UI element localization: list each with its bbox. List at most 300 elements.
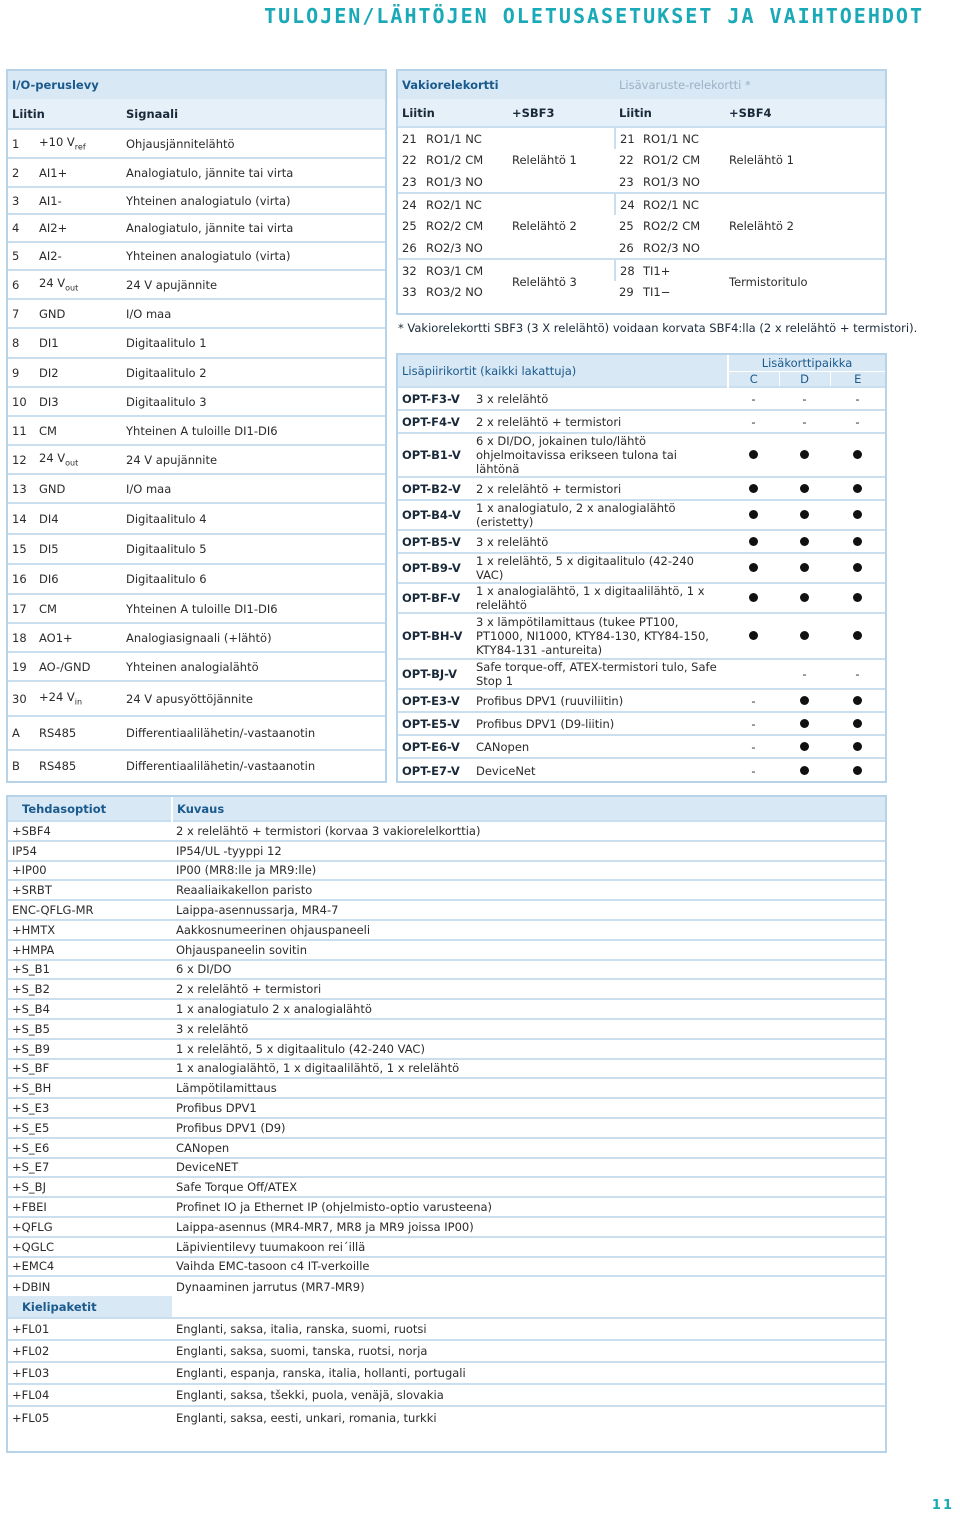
- slot-value: -: [751, 391, 756, 406]
- slot-value: -: [802, 414, 807, 429]
- slot-value: -: [855, 391, 860, 406]
- relay-col-sbf4: +SBF4: [725, 99, 885, 127]
- page-number: 11: [931, 1498, 954, 1513]
- io-name: [35, 681, 122, 716]
- factory-option-code: +S_B5: [8, 1019, 172, 1039]
- compatible-dot-icon: [749, 484, 758, 493]
- option-card-row: [398, 530, 885, 553]
- slot-e-cell: [830, 553, 885, 583]
- factory-option-code: +SRBT: [8, 880, 172, 900]
- slot-d-cell: [779, 712, 830, 735]
- relay-left-num: 26: [402, 240, 417, 255]
- option-card-code: OPT-B2-V: [398, 477, 472, 500]
- slot-value: -: [751, 414, 756, 429]
- io-signal: I/O maa: [122, 299, 385, 328]
- io-row: [8, 503, 385, 534]
- io-num: 12: [8, 445, 35, 474]
- option-card-desc: 1 x analogiatulo, 2 x analogialähtö (eristetty): [472, 500, 728, 530]
- language-pack-desc: Englanti, espanja, ranska, italia, hollanti, portugali: [172, 1362, 885, 1384]
- io-row: [8, 750, 385, 780]
- option-card-row: [398, 583, 885, 613]
- io-num: 7: [8, 299, 35, 328]
- io-name: [35, 503, 122, 534]
- language-pack-row: [8, 1318, 885, 1340]
- option-card-row: [398, 433, 885, 477]
- io-name: [35, 158, 122, 187]
- factory-option-code: +DBIN: [8, 1276, 172, 1296]
- relay-right-num: 28: [615, 259, 639, 281]
- relay-board-table: [396, 69, 887, 315]
- slot-e-cell: [830, 659, 885, 689]
- relay-left-num: 22: [402, 153, 417, 167]
- compatible-dot-icon: [800, 563, 809, 572]
- option-card-row: [398, 500, 885, 530]
- factory-option-row: [8, 900, 885, 920]
- factory-option-row: [8, 1177, 885, 1197]
- io-row: [8, 358, 385, 387]
- relay-left-num: 32: [398, 259, 422, 281]
- slot-c: C: [728, 371, 779, 387]
- factory-option-code: +QFLG: [8, 1217, 172, 1237]
- io-signal: Yhteinen analogiatulo (virta): [122, 187, 385, 214]
- compatible-dot-icon: [853, 696, 862, 705]
- slot-value: -: [751, 716, 756, 731]
- factory-option-code: IP54: [8, 841, 172, 861]
- relay-left-name: RO2/2 CM: [426, 219, 484, 233]
- language-pack-code: +FL05: [8, 1406, 172, 1428]
- compatible-dot-icon: [800, 593, 809, 602]
- factory-option-row: [8, 1118, 885, 1138]
- slot-value: -: [802, 391, 807, 406]
- slot-c-cell: [728, 500, 779, 530]
- io-name-main: 24 V: [39, 451, 66, 466]
- factory-option-desc: Dynaaminen jarrutus (MR7-MR9): [172, 1276, 885, 1296]
- compatible-dot-icon: [800, 484, 809, 493]
- io-row: [8, 387, 385, 416]
- io-row: [8, 129, 385, 158]
- factory-option-code: +S_BH: [8, 1078, 172, 1098]
- factory-options-table: [6, 795, 887, 1453]
- relay-sbf4-label: Relelähtö 1: [725, 127, 885, 193]
- io-signal: Digitaalitulo 2: [122, 358, 385, 387]
- io-num: 30: [8, 681, 35, 716]
- language-pack-code: +FL04: [8, 1384, 172, 1406]
- io-name-main: DI1: [39, 336, 59, 350]
- relay-col-connector-2: Liitin: [615, 99, 725, 127]
- option-card-code: OPT-B1-V: [398, 433, 472, 477]
- io-name-main: RS485: [39, 758, 77, 773]
- language-pack-desc: Englanti, saksa, italia, ranska, suomi, ruotsi: [172, 1318, 885, 1340]
- relay-sbf3-label: Relelähtö 2: [508, 193, 615, 259]
- factory-option-code: +S_E7: [8, 1158, 172, 1178]
- factory-option-desc: CANopen: [172, 1138, 885, 1158]
- relay-left-name: RO3/1 CM: [422, 259, 508, 281]
- slot-d-cell: [779, 659, 830, 689]
- factory-option-code: +S_E6: [8, 1138, 172, 1158]
- io-name: [35, 623, 122, 652]
- option-card-code: OPT-E5-V: [398, 712, 472, 735]
- slot-value: -: [855, 667, 860, 681]
- factory-option-row: [8, 1158, 885, 1178]
- io-row: [8, 652, 385, 681]
- io-num: 4: [8, 214, 35, 242]
- option-card-desc: DeviceNet: [472, 758, 728, 782]
- factory-option-desc: Profinet IO ja Ethernet IP (ohjelmisto-optio varusteena): [172, 1197, 885, 1217]
- factory-option-code: ENC-QFLG-MR: [8, 900, 172, 920]
- relay-left-name: RO1/3 NO: [426, 174, 483, 189]
- io-board-table: [6, 69, 387, 783]
- slot-e-cell: [830, 689, 885, 712]
- io-signal: Digitaalitulo 3: [122, 387, 385, 416]
- factory-option-code: +S_B4: [8, 999, 172, 1019]
- language-pack-code: +FL02: [8, 1340, 172, 1362]
- slot-d-cell: [779, 433, 830, 477]
- page-title: TULOJEN/LÄHTÖJEN OLETUSASETUKSET JA VAIHTOEHDOT: [264, 4, 924, 28]
- factory-option-code: +S_E5: [8, 1118, 172, 1138]
- slot-e-cell: [830, 613, 885, 659]
- io-num: 1: [8, 129, 35, 158]
- compatible-dot-icon: [800, 537, 809, 546]
- io-signal: Ohjausjännitelähtö: [122, 129, 385, 158]
- factory-option-desc: DeviceNET: [172, 1158, 885, 1178]
- factory-option-row: [8, 1276, 885, 1296]
- relay-left-num: 33: [402, 285, 417, 299]
- option-cards-title: Lisäpiirikortit (kaikki lakattuja): [398, 355, 728, 387]
- io-num: A: [8, 716, 35, 750]
- relay-right-name: TI1−: [643, 285, 671, 299]
- option-card-row: [398, 712, 885, 735]
- language-pack-code: +FL03: [8, 1362, 172, 1384]
- compatible-dot-icon: [853, 563, 862, 572]
- io-row: [8, 564, 385, 594]
- slot-e-cell: [830, 410, 885, 433]
- slot-c-cell: [728, 477, 779, 500]
- io-name-main: AI2-: [39, 249, 62, 263]
- option-card-code: OPT-E7-V: [398, 758, 472, 782]
- compatible-dot-icon: [800, 719, 809, 728]
- relay-left-name: RO2/3 NO: [426, 240, 483, 255]
- compatible-dot-icon: [749, 510, 758, 519]
- factory-option-code: +HMTX: [8, 920, 172, 940]
- io-signal: Digitaalitulo 4: [122, 503, 385, 534]
- factory-option-code: +IP00: [8, 861, 172, 881]
- io-row: [8, 716, 385, 750]
- option-card-desc: Safe torque-off, ATEX-termistori tulo, Safe Stop 1: [472, 659, 728, 689]
- slot-d-cell: [779, 689, 830, 712]
- option-card-code: OPT-BJ-V: [398, 659, 472, 689]
- io-signal: Differentiaalilähetin/-vastaanotin: [122, 750, 385, 780]
- io-signal: I/O maa: [122, 474, 385, 503]
- compatible-dot-icon: [800, 696, 809, 705]
- io-col-connector: Liitin: [8, 99, 122, 129]
- factory-option-code: +S_E3: [8, 1098, 172, 1118]
- option-card-code: OPT-E6-V: [398, 735, 472, 758]
- factory-option-desc: IP54/UL -tyyppi 12: [172, 841, 885, 861]
- io-name-main: AO1+: [39, 630, 73, 645]
- slot-d-cell: [779, 553, 830, 583]
- io-name-main: DI4: [39, 511, 59, 526]
- factory-option-desc: Profibus DPV1 (D9): [172, 1118, 885, 1138]
- io-signal: Analogiasignaali (+lähtö): [122, 623, 385, 652]
- slot-e-cell: [830, 433, 885, 477]
- io-name: [35, 750, 122, 780]
- io-signal: Yhteinen A tuloille DI1-DI6: [122, 416, 385, 445]
- factory-option-row: [8, 999, 885, 1019]
- option-card-code: OPT-F3-V: [398, 387, 472, 410]
- relay-right-num: 24: [615, 193, 639, 215]
- option-card-desc: 3 x lämpötilamittaus (tukee PT100, PT1000, NI1000, KTY84-130, KTY84-150, KTY84-131 -antureita): [472, 613, 728, 659]
- slot-d-cell: [779, 613, 830, 659]
- factory-option-desc: IP00 (MR8:lle ja MR9:lle): [172, 861, 885, 881]
- factory-option-row: [8, 841, 885, 861]
- io-name: [35, 652, 122, 681]
- slot-e-cell: [830, 477, 885, 500]
- option-card-code: OPT-B4-V: [398, 500, 472, 530]
- factory-option-row: [8, 1138, 885, 1158]
- relay-left-num: 25: [402, 219, 417, 233]
- io-name: [35, 242, 122, 270]
- io-signal: 24 V apujännite: [122, 270, 385, 299]
- slot-c-cell: [728, 433, 779, 477]
- io-row: [8, 214, 385, 242]
- io-row: [8, 681, 385, 716]
- option-card-desc: 3 x relelähtö: [472, 387, 728, 410]
- io-name-sub: in: [74, 697, 83, 707]
- io-name: [35, 534, 122, 564]
- relay-sbf4-label: Termistoritulo: [725, 259, 885, 303]
- io-signal: Digitaalitulo 6: [122, 564, 385, 594]
- io-row: [8, 299, 385, 328]
- io-row: [8, 445, 385, 474]
- factory-option-desc: Aakkosnumeerinen ohjauspaneeli: [172, 920, 885, 940]
- io-name-main: GND: [39, 481, 66, 496]
- slot-e-cell: [830, 712, 885, 735]
- slot-e-cell: [830, 583, 885, 613]
- slot-c-cell: [728, 689, 779, 712]
- option-card-row: [398, 613, 885, 659]
- language-pack-row: [8, 1362, 885, 1384]
- io-name: [35, 416, 122, 445]
- compatible-dot-icon: [853, 593, 862, 602]
- io-num: 17: [8, 594, 35, 623]
- io-num: 10: [8, 387, 35, 416]
- relay-row: [398, 127, 885, 149]
- language-pack-row: [8, 1406, 885, 1428]
- relay-left-name: RO2/1 NC: [422, 193, 508, 215]
- factory-option-code: +SBF4: [8, 821, 172, 841]
- io-signal: Digitaalitulo 1: [122, 328, 385, 358]
- slot-e-cell: [830, 387, 885, 410]
- compatible-dot-icon: [749, 593, 758, 602]
- factory-option-row: [8, 1078, 885, 1098]
- factory-option-desc: Reaaliaikakellon paristo: [172, 880, 885, 900]
- compatible-dot-icon: [749, 450, 758, 459]
- slot-d-cell: [779, 530, 830, 553]
- option-card-desc: 2 x relelähtö + termistori: [472, 477, 728, 500]
- slot-c-cell: [728, 553, 779, 583]
- relay-right-num: 21: [615, 127, 639, 149]
- io-name-main: AI1-: [39, 193, 62, 208]
- option-card-desc: 1 x analogialähtö, 1 x digitaalilähtö, 1 x relelähtö: [472, 583, 728, 613]
- io-num: 14: [8, 503, 35, 534]
- compatible-dot-icon: [800, 450, 809, 459]
- io-name-main: +10 V: [39, 135, 75, 150]
- relay-right-num: 29: [619, 285, 634, 299]
- io-name: [35, 270, 122, 299]
- io-name: [35, 387, 122, 416]
- compatible-dot-icon: [749, 537, 758, 546]
- compatible-dot-icon: [749, 631, 758, 640]
- io-row: [8, 270, 385, 299]
- relay-col-connector-1: Liitin: [398, 99, 508, 127]
- relay-right-name: RO2/1 NC: [639, 193, 725, 215]
- language-pack-desc: Englanti, saksa, suomi, tanska, ruotsi, norja: [172, 1340, 885, 1362]
- io-num: 15: [8, 534, 35, 564]
- relay-left-name: RO1/2 CM: [426, 153, 484, 167]
- factory-option-code: +S_BF: [8, 1059, 172, 1079]
- option-card-row: [398, 758, 885, 782]
- io-col-signal: Signaali: [122, 99, 385, 129]
- option-card-desc: Profibus DPV1 (ruuviliitin): [472, 689, 728, 712]
- option-card-row: [398, 410, 885, 433]
- compatible-dot-icon: [800, 766, 809, 775]
- relay-right-num: 23: [619, 174, 634, 189]
- io-row: [8, 416, 385, 445]
- factory-option-desc: Vaihda EMC-tasoon c4 IT-verkoille: [172, 1257, 885, 1277]
- relay-col-sbf3: +SBF3: [508, 99, 615, 127]
- factory-option-code: +QGLC: [8, 1237, 172, 1257]
- io-signal: Analogiatulo, jännite tai virta: [122, 214, 385, 242]
- compatible-dot-icon: [853, 719, 862, 728]
- factory-option-code: +FBEI: [8, 1197, 172, 1217]
- io-name-main: DI3: [39, 394, 59, 409]
- io-name: [35, 716, 122, 750]
- option-card-row: [398, 735, 885, 758]
- language-pack-desc: Englanti, saksa, eesti, unkari, romania, turkki: [172, 1406, 885, 1428]
- factory-option-desc: Lämpötilamittaus: [172, 1078, 885, 1098]
- io-name: [35, 328, 122, 358]
- relay-right-num: 25: [619, 219, 634, 233]
- io-row: [8, 242, 385, 270]
- factory-col-option: Tehdasoptiot: [8, 797, 172, 821]
- factory-option-row: [8, 1237, 885, 1257]
- io-row: [8, 534, 385, 564]
- slot-c-cell: [728, 613, 779, 659]
- io-num: 19: [8, 652, 35, 681]
- factory-option-code: +S_B1: [8, 960, 172, 980]
- relay-right-num: 22: [619, 153, 634, 167]
- slot-value: -: [855, 414, 860, 429]
- io-num: 13: [8, 474, 35, 503]
- io-name: [35, 358, 122, 387]
- factory-option-desc: Laippa-asennussarja, MR4-7: [172, 900, 885, 920]
- io-name: [35, 299, 122, 328]
- slot-e-cell: [830, 735, 885, 758]
- factory-option-row: [8, 1039, 885, 1059]
- option-card-desc: Profibus DPV1 (D9-liitin): [472, 712, 728, 735]
- compatible-dot-icon: [800, 631, 809, 640]
- option-card-desc: 3 x relelähtö: [472, 530, 728, 553]
- option-card-code: OPT-B9-V: [398, 553, 472, 583]
- io-name-main: DI2: [39, 365, 59, 380]
- io-row: [8, 594, 385, 623]
- factory-option-desc: Profibus DPV1: [172, 1098, 885, 1118]
- relay-title-optional: Lisävaruste-relekortti *: [615, 71, 885, 99]
- io-name-main: DI5: [39, 542, 59, 556]
- factory-option-code: +HMPA: [8, 940, 172, 960]
- slot-d: D: [779, 371, 830, 387]
- io-signal: 24 V apujännite: [122, 445, 385, 474]
- io-row: [8, 474, 385, 503]
- slot-d-cell: [779, 735, 830, 758]
- relay-row: [398, 193, 885, 215]
- factory-option-row: [8, 1019, 885, 1039]
- relay-left-num: 24: [398, 193, 422, 215]
- language-pack-row: [8, 1384, 885, 1406]
- slot-c-cell: [728, 410, 779, 433]
- io-name-main: RS485: [39, 726, 77, 740]
- io-num: B: [8, 750, 35, 780]
- io-name-main: GND: [39, 306, 66, 321]
- io-num: 18: [8, 623, 35, 652]
- compatible-dot-icon: [800, 510, 809, 519]
- io-name-main: CM: [39, 601, 57, 616]
- factory-col-desc: Kuvaus: [172, 797, 885, 821]
- io-num: 3: [8, 187, 35, 214]
- relay-right-name: RO2/3 NO: [643, 240, 700, 255]
- option-card-row: [398, 689, 885, 712]
- factory-option-row: [8, 920, 885, 940]
- relay-row: [398, 259, 885, 281]
- factory-option-row: [8, 940, 885, 960]
- factory-option-code: +S_BJ: [8, 1177, 172, 1197]
- option-card-code: OPT-E3-V: [398, 689, 472, 712]
- slot-c-cell: [728, 583, 779, 613]
- slot-d-cell: [779, 387, 830, 410]
- factory-option-desc: 1 x analogialähtö, 1 x digitaalilähtö, 1 x relelähtö: [172, 1059, 885, 1079]
- language-pack-row: [8, 1340, 885, 1362]
- slot-d-cell: [779, 477, 830, 500]
- io-name-main: 24 V: [39, 276, 66, 291]
- factory-option-row: [8, 960, 885, 980]
- io-name-main: DI6: [39, 572, 59, 586]
- factory-option-row: [8, 1257, 885, 1277]
- relay-sbf3-label: Relelähtö 1: [508, 127, 615, 193]
- slot-value: -: [802, 667, 807, 681]
- slot-c-cell: [728, 387, 779, 410]
- slot-c-cell: [728, 758, 779, 782]
- slot-c-cell: [728, 659, 779, 689]
- factory-option-row: [8, 1098, 885, 1118]
- io-name: [35, 445, 122, 474]
- io-name: [35, 594, 122, 623]
- relay-left-num: 23: [402, 174, 417, 189]
- io-signal: Digitaalitulo 5: [122, 534, 385, 564]
- slot-e-cell: [830, 500, 885, 530]
- relay-left-num: 21: [398, 127, 422, 149]
- compatible-dot-icon: [853, 742, 862, 751]
- io-name-main: AI2+: [39, 221, 68, 235]
- language-pack-desc: Englanti, saksa, tšekki, puola, venäjä, slovakia: [172, 1384, 885, 1406]
- io-name: [35, 129, 122, 158]
- slot-e: E: [830, 371, 885, 387]
- option-card-code: OPT-F4-V: [398, 410, 472, 433]
- io-name-main: CM: [39, 423, 57, 438]
- io-signal: Differentiaalilähetin/-vastaanotin: [122, 716, 385, 750]
- factory-option-code: +S_B9: [8, 1039, 172, 1059]
- slot-value: -: [751, 739, 756, 754]
- relay-footnote: * Vakiorelekortti SBF3 (3 X relelähtö) voidaan korvata SBF4:lla (2 x relelähtö + termistori).: [398, 321, 918, 335]
